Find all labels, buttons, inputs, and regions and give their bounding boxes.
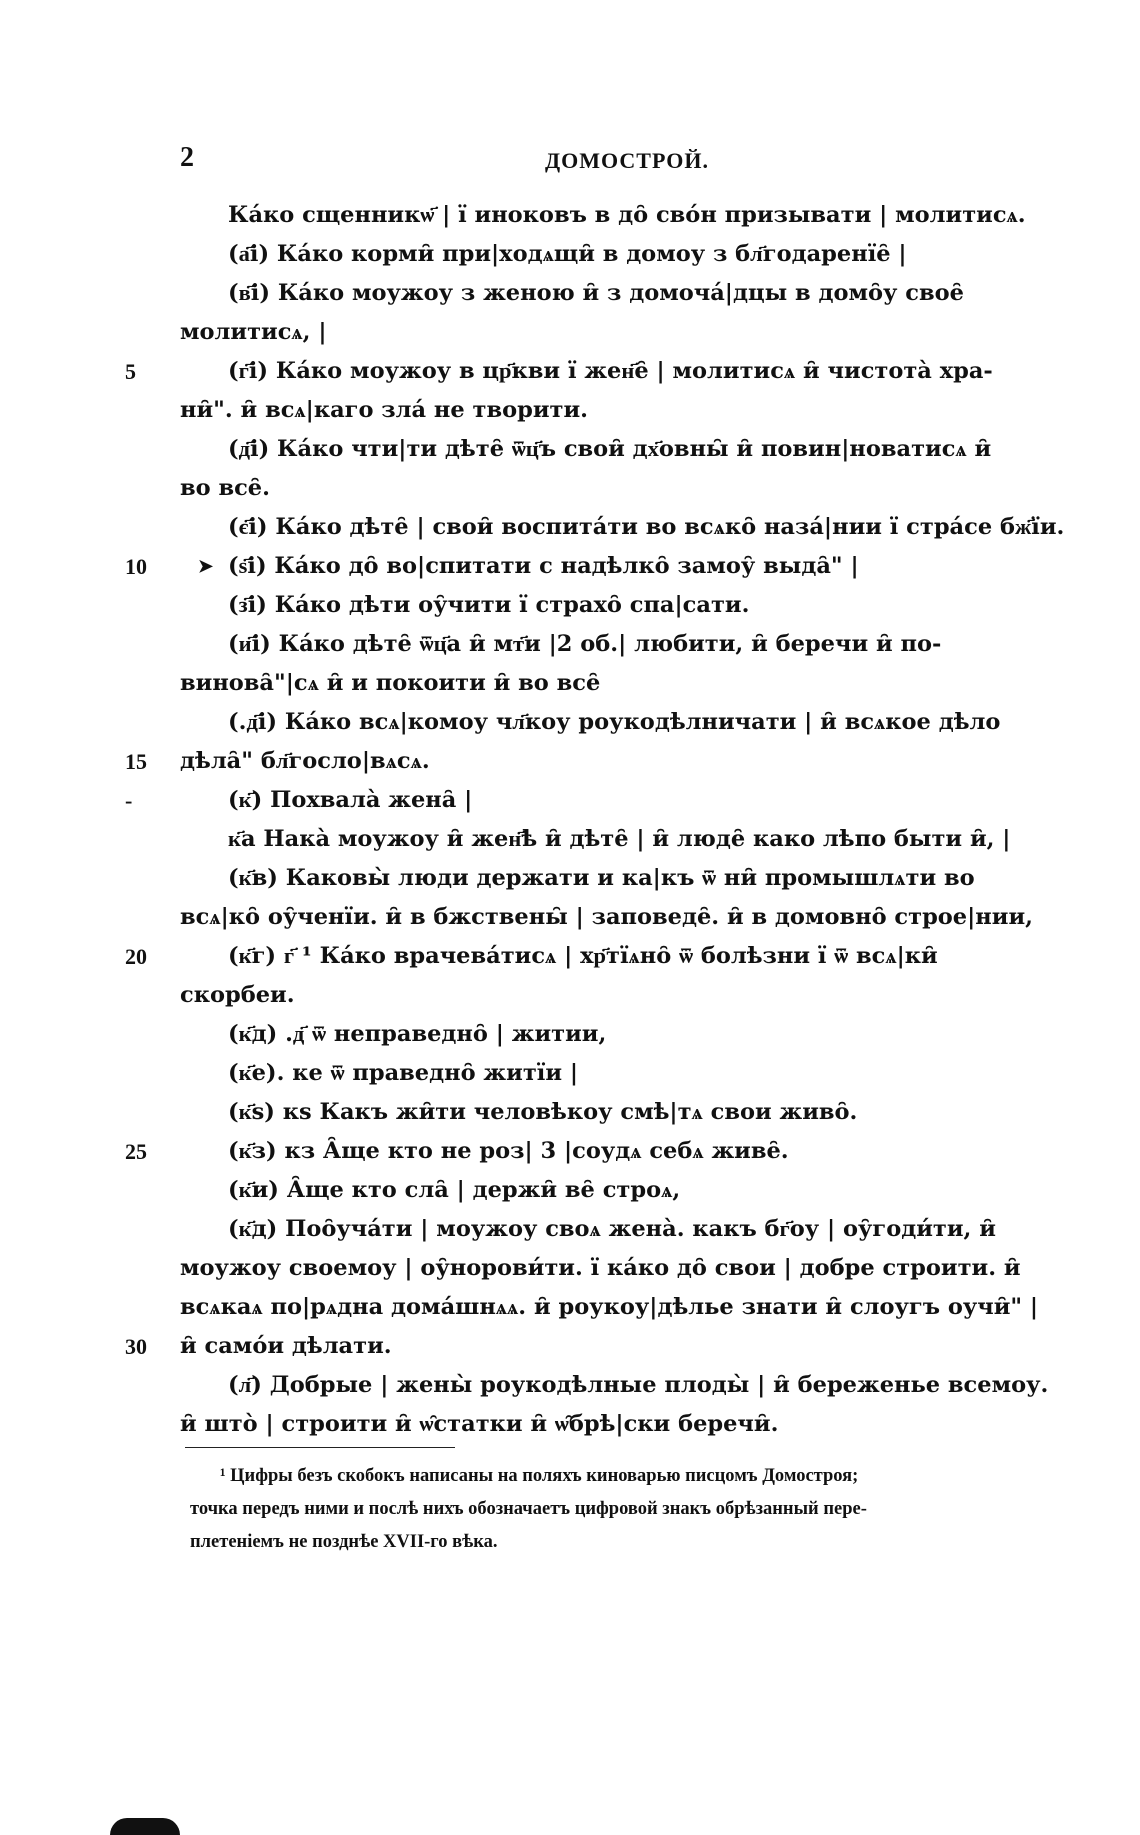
text-line	[180, 703, 1040, 742]
text-line	[180, 1288, 1040, 1327]
margin-marker: ➤	[198, 556, 214, 577]
text-line	[180, 1171, 1040, 1210]
line-text: дѣла̑" бл҃госло|вѧсѧ.	[180, 748, 430, 774]
ink-blot-mark	[110, 1818, 180, 1835]
line-text: (к҃г) г҃ ¹ Ка́ко врачева́тисѧ | хр҃тїѧно̑ ѿ болѣзни ї ѿ всѧ|ки̑	[228, 943, 938, 969]
line-text: (г҃і) Ка́ко моужоу в цр҃кви ї жен҃е̑ | молитисѧ и̑ чистота̀ хра-	[228, 358, 993, 384]
line-text: и̑ што̀ | строити и̑ ѡ̑статки и̑ ѡ̑брѣ|ски беречи̑.	[180, 1411, 779, 1437]
line-text: (к҃ѕ) кѕ Какъ жи̑ти человѣкоу смѣ|тѧ свои живо̑.	[228, 1099, 858, 1125]
text-line	[180, 1405, 1040, 1444]
text-line	[180, 1249, 1040, 1288]
line-text: (ѕ҃і) Ка́ко до̑ во|спитати с надѣлко̑ замоу̑ выда̑" |	[228, 553, 859, 579]
line-text: моужоу своемоу | оу̑норови́ти. ї ка́ко до̑ свои | добре строити. и̑	[180, 1255, 1021, 1281]
table-of-contents-text	[125, 196, 1065, 1444]
line-text: (з҃і) Ка́ко дѣти оу̑чити ї страхо̑ спа|сати.	[228, 592, 750, 618]
text-line	[125, 742, 1040, 781]
line-text: (к҃в) Каковы̀ люди держати и ка|къ ѿ ни̑ промышлѧти во	[228, 865, 975, 891]
text-line	[125, 937, 1040, 976]
text-line	[180, 859, 1040, 898]
line-number: -	[125, 788, 133, 813]
line-text: (к҃) Похвала̀ жена̑ |	[228, 787, 473, 813]
line-text: (к҃и) А̑ще кто сла̑ | держи̑ ве̑ строѧ,	[228, 1177, 681, 1203]
page-number: 2	[180, 142, 194, 173]
text-line	[180, 976, 1040, 1015]
text-line	[125, 781, 1040, 820]
running-title: ДОМОСТРОЙ.	[545, 148, 709, 173]
line-text: и̑ само́и дѣлати.	[180, 1333, 392, 1359]
text-line	[180, 1093, 1040, 1132]
line-text: (в҃і) Ка́ко моужоу з женою и̑ з домоча́|дцы в домо̑у свое̑	[228, 280, 964, 306]
text-line	[180, 430, 1040, 469]
text-line	[180, 235, 1040, 274]
line-number: 15	[125, 749, 147, 774]
line-text: (а҃і) Ка́ко корми̑ при|ходѧщи̑ в домоу з бл҃годаренїе̑ |	[228, 241, 907, 267]
line-text: Ка́ко сщенникѡ҃ | ї иноковъ в до̑ сво́н призывати | молитисѧ.	[228, 202, 1026, 228]
line-text: (к҃д) Поо̑уча́ти | моужоу своѧ жена̀. какъ бг҃оу | оу̑годи́ти, и̑	[228, 1216, 996, 1242]
line-text: во все̑.	[180, 475, 270, 501]
line-text: скорбеи.	[180, 982, 295, 1008]
line-number: 20	[125, 944, 147, 969]
text-line	[180, 508, 1065, 547]
text-line	[180, 898, 1040, 937]
text-line	[180, 1054, 1040, 1093]
footnote-line: ¹ Цифры безъ скобокъ написаны на поляхъ киноварью писцомъ Домостроя;	[220, 1466, 859, 1486]
text-line	[180, 664, 1040, 703]
text-line	[180, 625, 1040, 664]
text-line	[180, 469, 1040, 508]
line-text: (л҃) Добрые | жены̀ роукодѣлные плоды̀ | и̑ береженье всемоу.	[228, 1372, 1049, 1398]
text-line	[125, 1132, 1040, 1171]
line-text: всѧкаѧ по|рѧдна дома́шнѧѧ. и̑ роукоу|дѣлье знати и̑ слоугъ оучи̑" |	[180, 1294, 1039, 1320]
footnote-divider	[185, 1447, 455, 1448]
text-line	[180, 274, 1040, 313]
line-text: (к҃д) .д҃ ѿ неправедно̑ | житии,	[228, 1021, 607, 1047]
text-line	[180, 820, 1040, 859]
line-number: 10	[125, 554, 147, 579]
footnote-line: плетенiемъ не позднѣе XVII-го вѣка.	[190, 1532, 498, 1552]
text-line	[125, 1327, 1040, 1366]
line-text: (и҃і) Ка́ко дѣте̑ ѿц҃а и̑ мт҃и |2 об.| любити, и̑ беречи и̑ по-	[228, 631, 942, 657]
line-text: молитисѧ, |	[180, 319, 327, 345]
line-number: 5	[125, 359, 136, 384]
line-number: 30	[125, 1334, 147, 1359]
text-line	[180, 1210, 1040, 1249]
footnote-line: точка передъ ними и послѣ нихъ обозначаетъ цифровой знакъ обрѣзанный пере-	[190, 1499, 867, 1519]
running-head	[180, 142, 1040, 182]
text-line	[125, 547, 1040, 586]
line-text: (є҃і) Ка́ко дѣте̑ | свои̑ воспита́ти во всѧко̑ наза́|нии ї стра́се бж҃їи.	[228, 514, 1065, 540]
text-line	[180, 1366, 1049, 1405]
line-text: ни̑". и̑ всѧ|каго зла́ не творити.	[180, 397, 589, 423]
line-text: (д҃і) Ка́ко чти|ти дѣте̑ ѿц҃ъ свои̑ дх҃овны̑ и̑ повин|новатисѧ и̑	[228, 436, 992, 462]
text-line	[180, 196, 1040, 235]
text-line	[125, 352, 1040, 391]
text-line	[180, 1015, 1040, 1054]
line-text: (к҃е). ке ѿ праведно̑ житїи |	[228, 1060, 579, 1086]
line-text: винова̑"|сѧ и̑ и покоити и̑ во все̑	[180, 670, 601, 696]
line-text: (.д҃і) Ка́ко всѧ|комоу чл҃коу роукодѣлничати | и̑ всѧкое дѣло	[228, 709, 1001, 735]
line-text: всѧ|ко̑ оу̑ченїи. и̑ в бжcтвены̑ | заповеде̑. и̑ в домовно̑ строе|нии,	[180, 904, 1033, 930]
line-number: 25	[125, 1139, 147, 1164]
line-text: (к҃з) кз А̑ще кто не роз| 3 |соудѧ себѧ живе̑.	[228, 1138, 789, 1164]
text-line	[180, 586, 1040, 625]
text-line	[180, 391, 1040, 430]
line-text: к҃а Нака̀ моужоу и̑ жен҃ѣ и̑ дѣте̑ | и̑ люде̑ како лѣпо быти и̑, |	[228, 826, 1011, 852]
footnote	[190, 1460, 1040, 1559]
text-line	[180, 313, 1040, 352]
